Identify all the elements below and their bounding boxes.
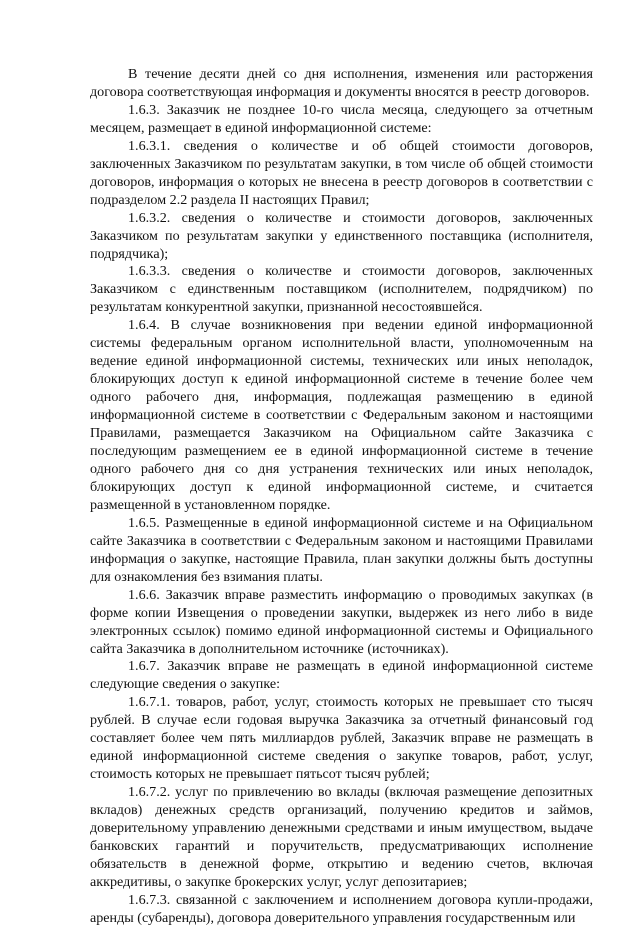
paragraph-intro: В течение десяти дней со дня исполнения, изменения или расторжения договора соответствующая информация и документы вносятся в реестр договоров. xyxy=(90,66,593,100)
paragraph-1-6-3-2: 1.6.3.2. сведения о количестве и стоимости договоров, заключенных Заказчиком по результатам закупки у единственного поставщика (исполнителя, подрядчика); xyxy=(90,209,593,262)
paragraph-1-6-6: 1.6.6. Заказчик вправе разместить информацию о проводимых закупках (в форме копии Извещения о проведении закупки, выдержек из него либо в виде электронных ссылок) помимо единой информационной системы и Официального сайта Заказчика в дополнительном источнике (источниках). xyxy=(90,586,593,657)
paragraph-1-6-3-1: 1.6.3.1. сведения о количестве и об общей стоимости договоров, заключенных Заказчиком по результатам закупки, в том числе об общей стоимости договоров, информация о которых не внесена в реестр договоров в соответствии с подразделом 2.2 раздела II настоящих Правил; xyxy=(90,137,593,208)
paragraph-1-6-5: 1.6.5. Размещенные в единой информационной системе и на Официальном сайте Заказчика в соответствии с Федеральным законом и настоящими Правилами информация о закупке, настоящие Правила, план закупки должны быть доступны для ознакомления без взимания платы. xyxy=(90,514,593,585)
paragraph-1-6-7-2: 1.6.7.2. услуг по привлечению во вклады (включая размещение депозитных вкладов) денежных средств организаций, получению кредитов и займов, доверительному управлению денежными средствами и иным имуществом, выдаче банковских гарантий и поручительств, предусматривающих исполнение обязательств в денежной форме, открытию и ведению счетов, включая аккредитивы, о закупке брокерских услуг, услуг депозитариев; xyxy=(90,784,593,890)
paragraph-1-6-4: 1.6.4. В случае возникновения при ведении единой информационной системы федеральным органом исполнительной власти, уполномоченным на ведение единой информационной системы, технических или иных неполадок, блокирующих доступ к единой информационной системе в течение более чем одного рабочего дня, информация, подлежащая размещению в единой информационной системе в соответствии с Федеральным законом и настоящими Правилами, размещается Заказчиком на Официальном сайте Заказчика с последующим размещением ее в единой информационной системе в течение одного рабочего дня со дня устранения технических или иных неполадок, блокирующих доступ к единой информационной системе, и считается размещенной в установленном порядке. xyxy=(90,317,593,513)
paragraph-1-6-3: 1.6.3. Заказчик не позднее 10-го числа месяца, следующего за отчетным месяцем, размещает в единой информационной системе: xyxy=(90,101,593,136)
paragraph-1-6-3-3: 1.6.3.3. сведения о количестве и стоимости договоров, заключенных Заказчиком с единственным поставщиком (исполнителем, подрядчиком) по результатам конкурентной закупки, признанной несостоявшейся. xyxy=(90,263,593,316)
document-page xyxy=(90,66,593,928)
paragraph-1-6-7: 1.6.7. Заказчик вправе не размещать в единой информационной системе следующие сведения о закупке: xyxy=(90,658,593,693)
paragraph-1-6-7-1: 1.6.7.1. товаров, работ, услуг, стоимость которых не превышает сто тысяч рублей. В случае если годовая выручка Заказчика за отчетный финансовый год составляет более чем пять миллиардов рублей, Заказчик вправе не размещать в единой информационной системе сведения о закупке товаров, работ, услуг, стоимость которых не превышает пятьсот тысяч рублей; xyxy=(90,694,593,783)
paragraph-1-6-7-3: 1.6.7.3. связанной с заключением и исполнением договора купли-продажи, аренды (субаренды), договора доверительного управления государственным или xyxy=(90,891,593,926)
